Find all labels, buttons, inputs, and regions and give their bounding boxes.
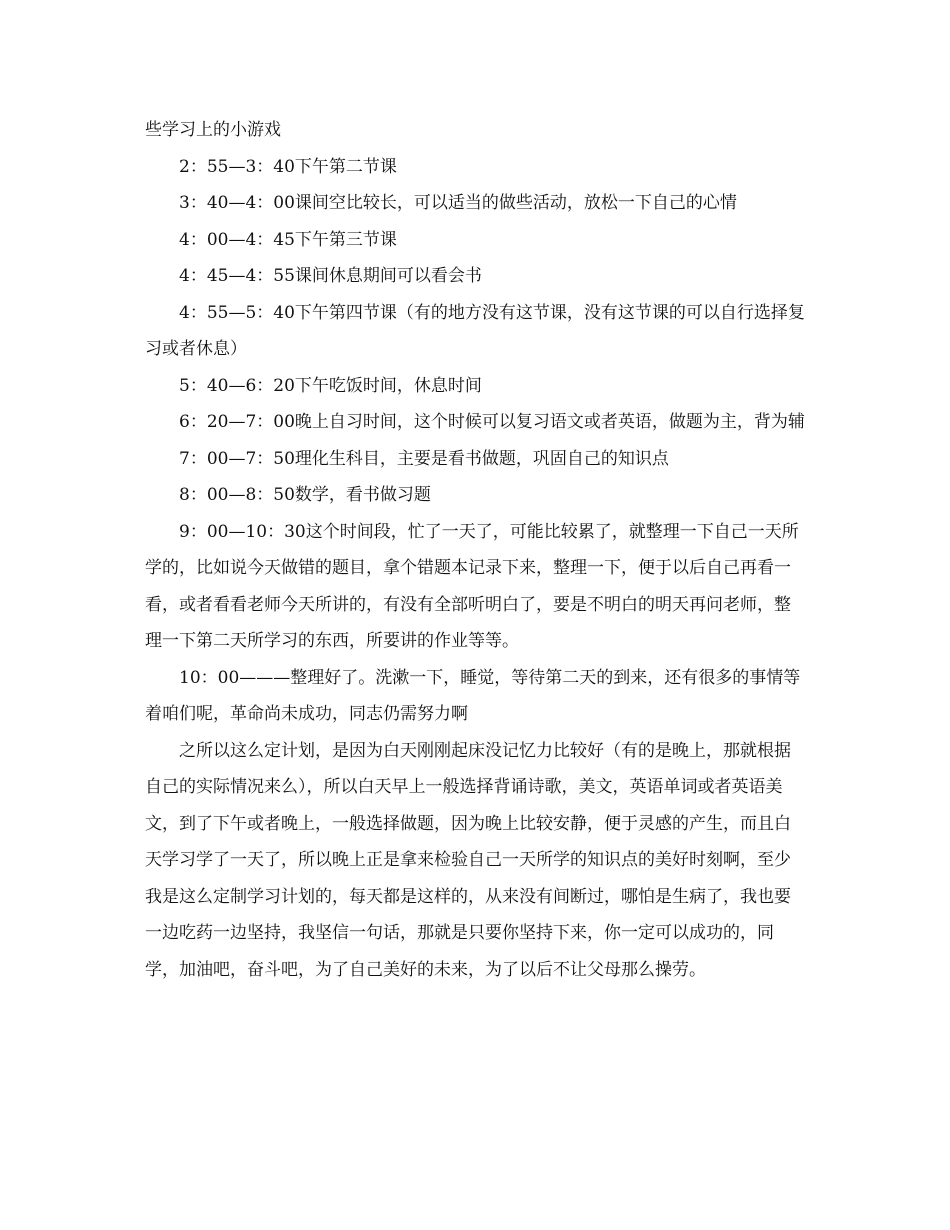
schedule-item-1600: 4：00—4：45下午第三节课: [179, 229, 397, 250]
schedule-item-2100: 9：00—10：30这个时间段，忙了一天了，可能比较累了，就整理一下自己一天所学的，比如说今天做错的题目，拿个错题本记录下来，整理一下，便于以后自己再看一看，或者看看老师今天所讲的，有没有全部听明白了，要是不明白的明天再问老师，整理一下第二天所学习的东西，所要讲的作业等等。: [145, 521, 799, 651]
closing-paragraph: 之所以这么定计划，是因为白天刚刚起床没记忆力比较好（有的是晚上，那就根据自己的实际情况来么），所以白天早上一般选择背诵诗歌，美文，英语单词或者英语美文，到了下午或者晚上，一般选择做题，因为晚上比较安静，便于灵感的产生，而且白天学习学了一天了，所以晚上正是拿来检验自己一天所学的知识点的美好时刻啊，至少我是这么定制学习计划的，每天都是这样的，从来没有间断过，哪怕是生病了，我也要一边吃药一边坚持，我坚信一句话，那就是只要你坚持下来，你一定可以成功的，同学，加油吧，奋斗吧，为了自己美好的未来，为了以后不让父母那么操劳。: [145, 740, 791, 980]
schedule-item-1455: 2：55—3：40下午第二节课: [179, 156, 397, 177]
schedule-item-1900: 7：00—7：50理化生科目，主要是看书做题，巩固自己的知识点: [179, 448, 669, 469]
schedule-item-1740: 5：40—6：20下午吃饭时间，休息时间: [179, 375, 482, 396]
paragraph-continuation: 些学习上的小游戏: [145, 120, 281, 140]
schedule-item-2000: 8：00—8：50数学，看书做习题: [179, 485, 431, 505]
schedule-item-2200: 10：00———整理好了。洗漱一下，睡觉，等待第二天的到来，还有很多的事情等着咱们呢，革命尚未成功，同志仍需努力啊: [145, 667, 801, 724]
schedule-item-1820: 6：20—7：00晚上自习时间，这个时候可以复习语文或者英语，做题为主，背为辅: [179, 412, 805, 432]
schedule-item-1655: 4：55—5：40下午第四节课（有的地方没有这节课，没有这节课的可以自行选择复习或者休息）: [145, 302, 805, 359]
document-body: [145, 112, 807, 988]
schedule-item-1645: 4：45—4：55课间休息期间可以看会书: [179, 266, 482, 286]
schedule-item-1540: 3：40—4：00课间空比较长，可以适当的做些活动，放松一下自己的心情: [179, 193, 737, 213]
